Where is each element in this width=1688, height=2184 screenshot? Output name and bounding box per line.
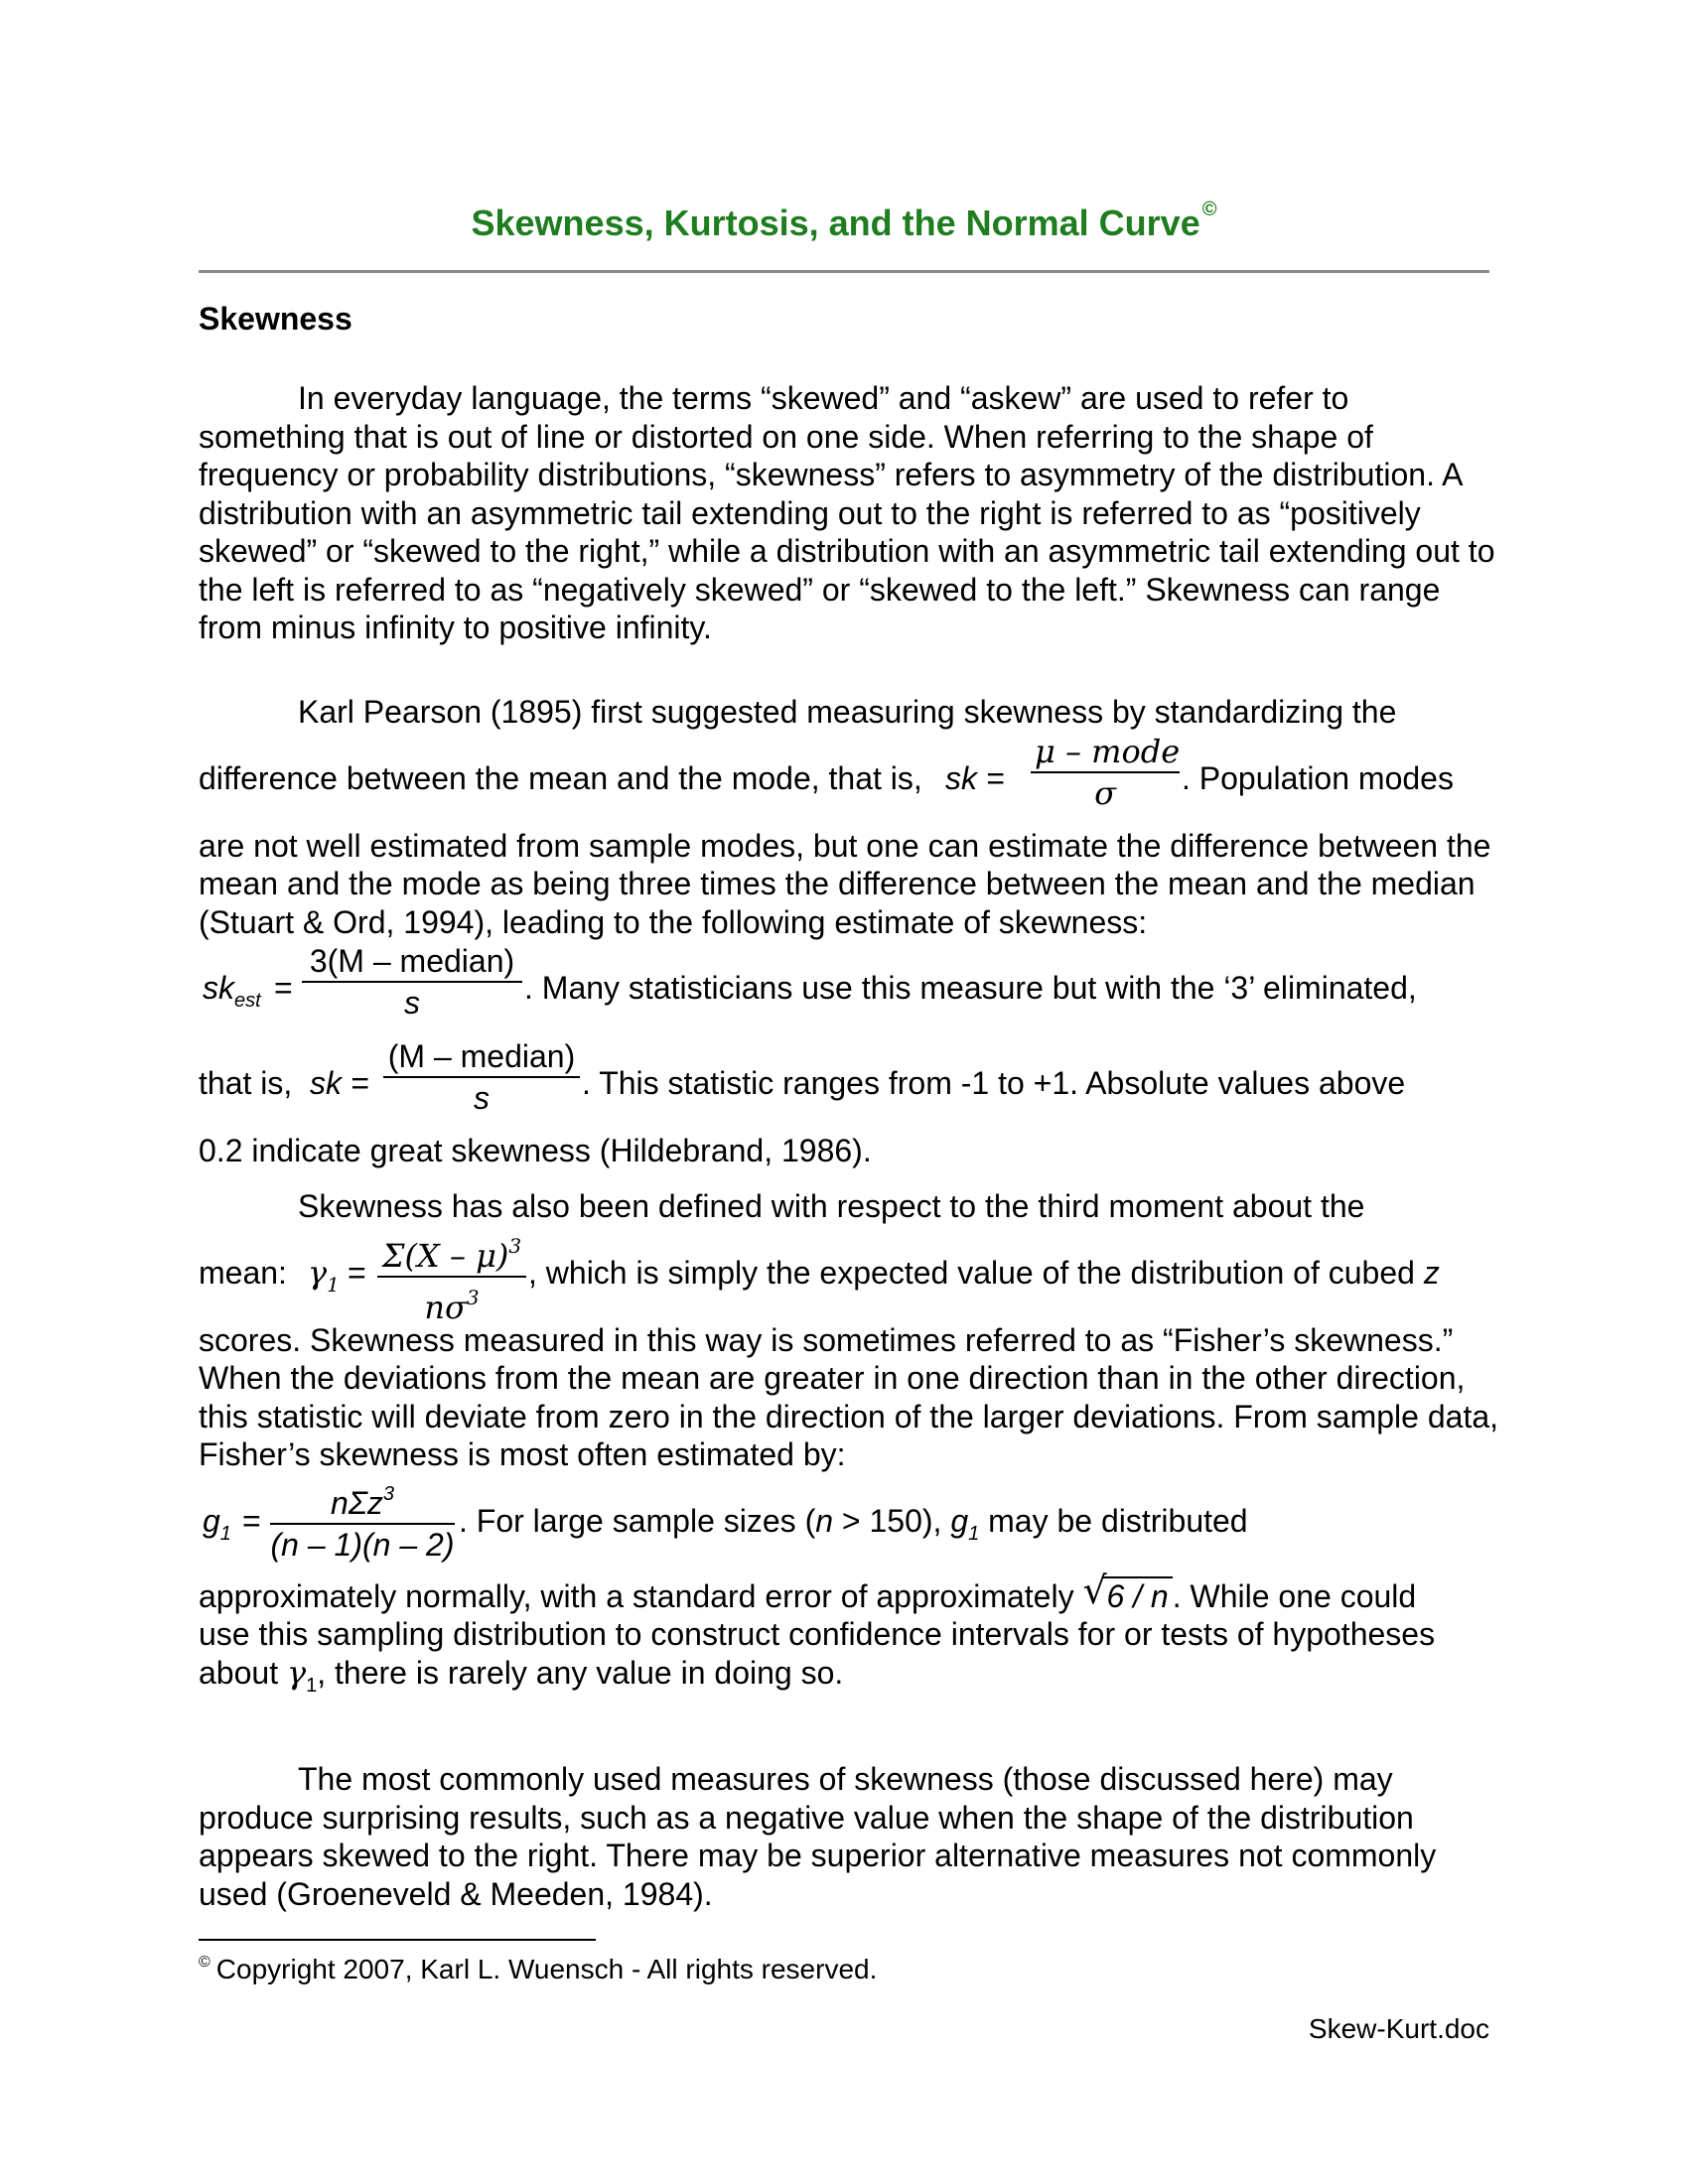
paragraph-2-middle: are not well estimated from sample modes, but one can estimate the difference between the mean and the mode as being three times the difference between the mean and the median (Stuart & Ord, 1994), leading to the following estimate of skewness: bbox=[199, 827, 1491, 940]
g1-eq-fraction bbox=[270, 1474, 455, 1565]
equation-gamma1 bbox=[199, 1226, 1499, 1326]
eq2-fraction bbox=[302, 941, 522, 1023]
footnote-mark: © bbox=[199, 1954, 211, 1971]
eq1-fraction bbox=[1031, 732, 1180, 813]
gamma-eq-before-text: mean: bbox=[199, 1254, 287, 1291]
equation-sk-median bbox=[199, 1036, 1499, 1132]
eq1-before-text: difference between the mean and the mode, that is, bbox=[199, 759, 922, 796]
equation-g1 bbox=[199, 1474, 1499, 1577]
eq1-after-text: . Population modes bbox=[1182, 759, 1454, 796]
eq1-denominator: σ bbox=[1094, 773, 1116, 812]
title-divider bbox=[199, 270, 1489, 273]
paragraph-2-line1: Karl Pearson (1895) first suggested measuring skewness by standardizing the bbox=[298, 694, 1397, 730]
g1-eq-lhs: $g_1$ bbox=[203, 1502, 231, 1545]
g1-eq-after-text: . For large sample sizes (n > 150), $g_1$ may be distributed bbox=[459, 1502, 1248, 1545]
eq3-before-text: that is, bbox=[199, 1065, 293, 1101]
eq3-numerator: (M – median) bbox=[387, 1038, 576, 1074]
g1-eq-denominator: (n – 1)(n – 2) bbox=[270, 1526, 455, 1563]
gamma-eq-denominator: $n\sigma^3$ bbox=[424, 1285, 480, 1326]
footnote-text: Copyright 2007, Karl L. Wuensch - All rights reserved. bbox=[215, 1954, 878, 1984]
g1-eq-equals: = bbox=[242, 1502, 261, 1539]
eq1-numerator: μ – mode bbox=[1035, 732, 1181, 770]
eq3-after-text: . This statistic ranges from -1 to +1. Absolute values above bbox=[582, 1065, 1406, 1101]
paragraph-3 bbox=[199, 1187, 1499, 1705]
gamma-eq-after-text: , which is simply the expected value of the distribution of cubed z bbox=[528, 1254, 1440, 1291]
eq2-equals: = bbox=[274, 970, 293, 1006]
gamma-eq-equals: = bbox=[348, 1254, 366, 1291]
eq2-lhs: $sk_{est}$ bbox=[203, 970, 261, 1012]
eq3-denominator: s bbox=[474, 1080, 490, 1116]
eq2-after-text: . Many statisticians use this measure but with the ‘3’ eliminated, bbox=[524, 970, 1417, 1006]
document-title-text: Skewness, Kurtosis, and the Normal Curve bbox=[471, 203, 1200, 243]
section-heading: Skewness bbox=[199, 301, 352, 337]
eq1-lhs: sk = bbox=[945, 759, 1005, 796]
footnote-divider bbox=[199, 1939, 596, 1941]
document-filename: Skew-Kurt.doc bbox=[1308, 2013, 1489, 2044]
paragraph-3-line1: Skewness has also been defined with respect to the third moment about the bbox=[298, 1188, 1365, 1224]
equation-sk-est bbox=[199, 941, 1499, 1036]
copyright-mark: © bbox=[1201, 199, 1217, 220]
paragraph-1-text: In everyday language, the terms “skewed” and “askew” are used to refer to something that is out of line or distorted on one side. When referring to the shape of frequency or probability distributions, “skewness” refers to asymmetry of the distribution. A distribution with an asymmetric tail extending out to the right is referred to as “positively skewed” or “skewed to the right,” while a distribution with an asymmetric tail extending out to the left is referred to as “negatively skewed” or “skewed to the left.” Skewness can range from minus infinity to positive infinity. bbox=[199, 380, 1495, 645]
g1-eq-numerator: nΣz$^3$ bbox=[330, 1482, 395, 1521]
eq2-numerator: 3(M – median) bbox=[309, 943, 515, 979]
paragraph-2-end: 0.2 indicate great skewness (Hildebrand, 1986). bbox=[199, 1133, 872, 1168]
eq2-denominator: s bbox=[404, 985, 420, 1021]
gamma-eq-lhs: $\gamma_1$ bbox=[308, 1253, 340, 1297]
paragraph-3-end: use this sampling distribution to construct confidence intervals for or tests of hypotheses about $\gamma_1$, there is rarely any value in doing so. bbox=[199, 1616, 1436, 1697]
gamma-eq-numerator: Σ(X – μ)$^3$ bbox=[381, 1233, 522, 1275]
eq3-lhs: sk = bbox=[310, 1065, 369, 1101]
footnote bbox=[199, 1954, 877, 1985]
equation-pearson-mode bbox=[199, 732, 1499, 827]
paragraph-2 bbox=[199, 693, 1499, 1170]
paragraph-4-text: The most commonly used measures of skewness (those discussed here) may produce surprising results, such as a negative value when the shape of the distribution appears skewed to the right. There may be superior alternative measures not commonly used (Groeneveld & Meeden, 1984). bbox=[199, 1761, 1437, 1912]
paragraph-1 bbox=[199, 379, 1499, 647]
paragraph-3-sqrt-line: approximately normally, with a standard error of approximately √ 6 / n . While one could bbox=[199, 1568, 1417, 1614]
paragraph-4 bbox=[199, 1760, 1499, 1913]
eq3-fraction bbox=[383, 1036, 580, 1118]
square-root-expression: √ 6 / n bbox=[1082, 1577, 1172, 1616]
gamma-eq-fraction bbox=[377, 1226, 526, 1327]
document-title bbox=[199, 199, 1489, 244]
paragraph-3-middle: scores. Skewness measured in this way is sometimes referred to as “Fisher’s skewness.” When the deviations from the mean are greater in one direction than in the other direction, this statistic will deviate from zero in the direction of the larger deviations. From sample data, Fisher’s skewness is most often estimated by: bbox=[199, 1321, 1499, 1472]
